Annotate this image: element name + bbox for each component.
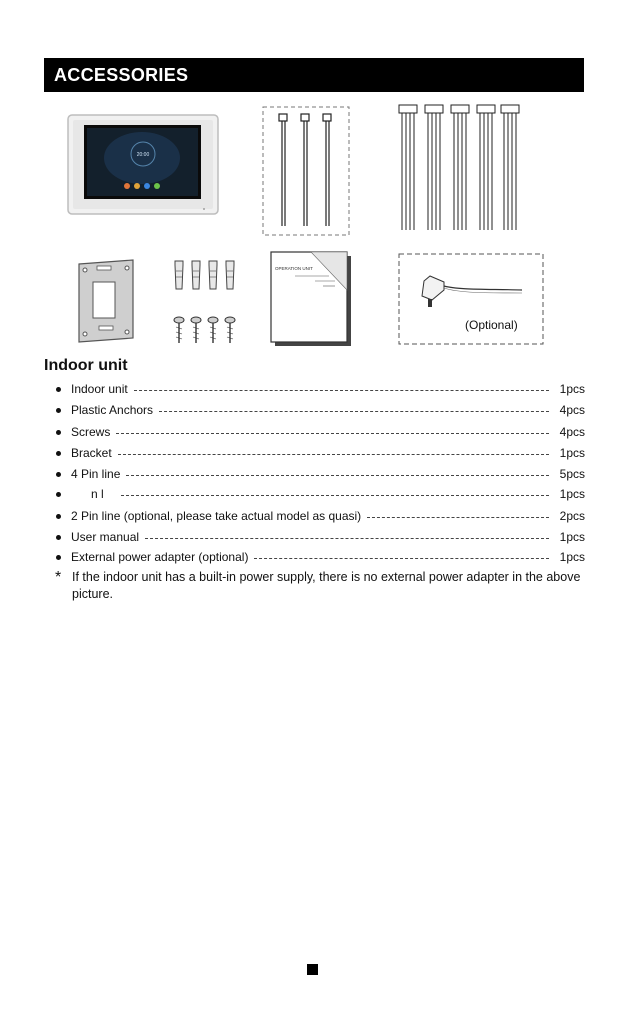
item-label: 4 Pin line: [71, 467, 121, 481]
item-label: User manual: [71, 530, 140, 544]
leader-dots: [145, 538, 549, 539]
monitor-clock: 20:00: [136, 152, 150, 158]
power-adapter-box: [398, 253, 544, 345]
four-pin-line-icon: [396, 102, 524, 234]
bullet-icon: [56, 387, 61, 392]
manual-title: OPERATION UNIT: [275, 266, 313, 271]
item-label: External power adapter (optional): [71, 550, 249, 564]
leader-dots: [159, 411, 549, 412]
list-item: [55, 423, 585, 441]
bullet-icon: [56, 535, 61, 540]
item-qty: 5pcs: [559, 467, 585, 481]
list-item: [55, 528, 585, 546]
list-item: [55, 485, 585, 503]
list-item: [55, 380, 585, 398]
item-label: n l: [91, 487, 104, 501]
bullet-icon: [56, 472, 61, 477]
header-title: ACCESSORIES: [54, 64, 189, 85]
item-qty: 1pcs: [559, 530, 585, 544]
plastic-anchors-icon: [171, 259, 237, 291]
item-qty: 1pcs: [559, 446, 585, 460]
bullet-icon: [56, 492, 61, 497]
leader-dots: [254, 558, 549, 559]
item-qty: 1pcs: [559, 382, 585, 396]
page-marker: [307, 964, 318, 975]
item-qty: 1pcs: [559, 550, 585, 564]
leader-dots: [126, 475, 549, 476]
list-item: [55, 444, 585, 462]
footnote-text: If the indoor unit has a built-in power supply, there is no external power adapter in the above picture.: [72, 570, 581, 601]
bullet-icon: [56, 555, 61, 560]
leader-dots: [134, 390, 549, 391]
accessories-header: [44, 58, 584, 92]
list-item: [55, 465, 585, 483]
item-qty: 1pcs: [559, 487, 585, 501]
item-qty: 4pcs: [559, 425, 585, 439]
item-label: Plastic Anchors: [71, 403, 154, 417]
item-label: Bracket: [71, 446, 112, 460]
two-pin-line-icon: [262, 106, 350, 236]
user-manual-icon: [269, 250, 353, 348]
leader-dots: [121, 495, 549, 496]
bullet-icon: [56, 430, 61, 435]
leader-dots: [367, 517, 549, 518]
monitor-icon: [67, 114, 219, 215]
bullet-icon: [56, 408, 61, 413]
bullet-icon: [56, 451, 61, 456]
screws-icon: [171, 316, 237, 346]
bullet-icon: [56, 514, 61, 519]
item-qty: 4pcs: [559, 403, 585, 417]
bracket-icon: [75, 258, 137, 344]
asterisk-icon: *: [55, 569, 62, 586]
leader-dots: [118, 454, 549, 455]
optional-caption: (Optional): [465, 318, 518, 332]
leader-dots: [116, 433, 549, 434]
item-label: 2 Pin line (optional, please take actual model as quasi): [71, 509, 362, 523]
footnote: [55, 569, 585, 603]
item-label: Indoor unit: [71, 382, 128, 396]
list-item: [55, 548, 585, 566]
list-item: [55, 507, 585, 525]
item-qty: 2pcs: [559, 509, 585, 523]
list-item: [55, 401, 585, 419]
section-title: Indoor unit: [44, 357, 128, 374]
item-label: Screws: [71, 425, 111, 439]
